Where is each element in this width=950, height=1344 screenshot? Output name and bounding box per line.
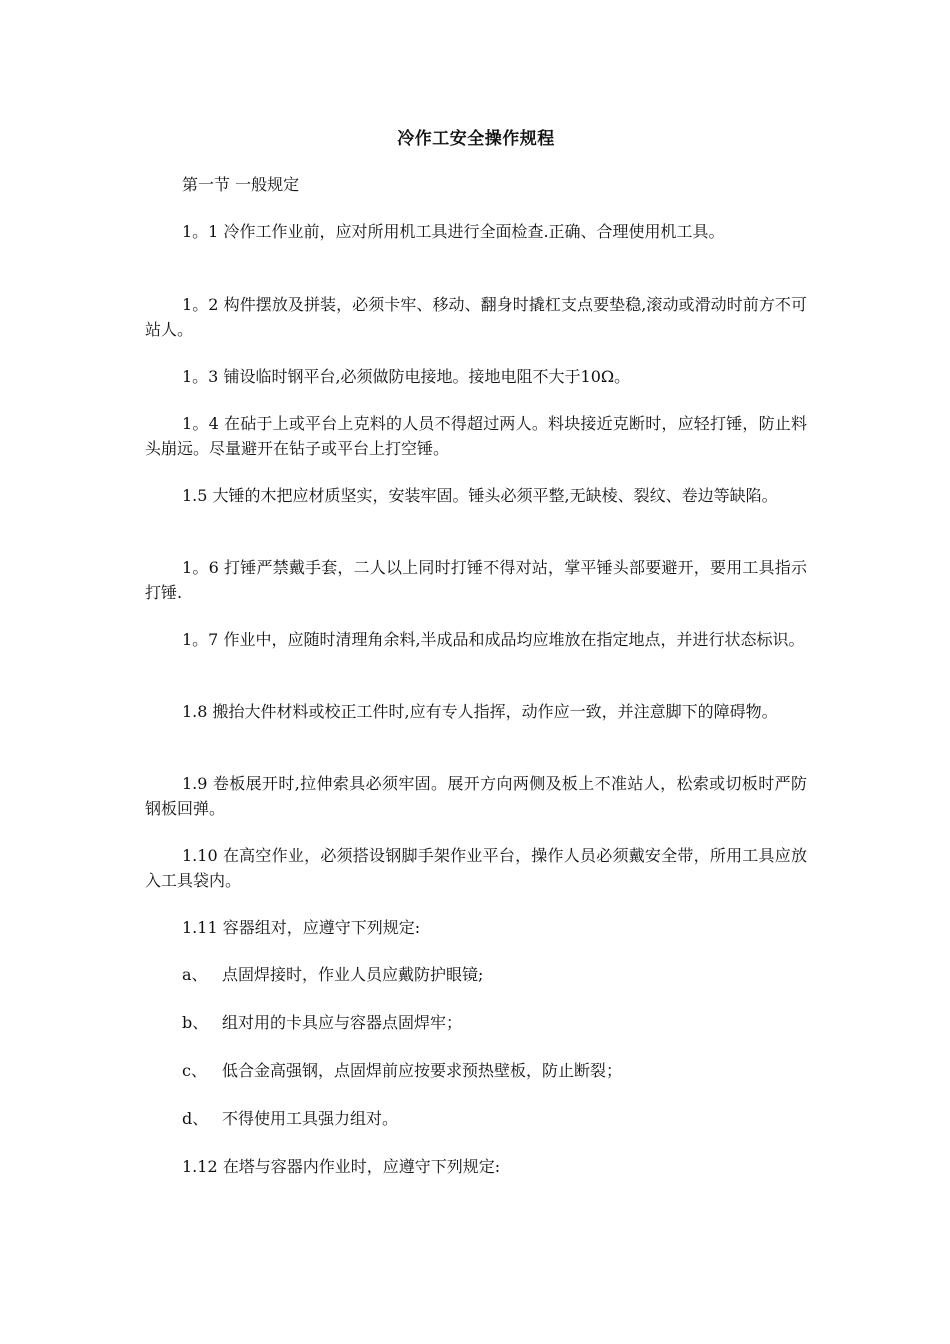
list-item-text: 低合金高强钢，点固焊前应按要求预热壁板，防止断裂； <box>222 1061 623 1080</box>
list-item-mark: a、 <box>182 965 208 984</box>
paragraph-1-1: 1。1 冷作工作业前，应对所用机工具进行全面检查.正确、合理使用机工具。 <box>182 222 725 241</box>
section-heading: 第一节 一般规定 <box>182 175 300 194</box>
list-item-b <box>182 1010 807 1035</box>
paragraph-1-2: 1。2 构件摆放及拼装，必须卡牢、移动、翻身时撬杠支点要垫稳,滚动或滑动时前方不可站人。 <box>145 295 807 339</box>
paragraph-1-12: 1.12 在塔与容器内作业时，应遵守下列规定: <box>182 1157 501 1176</box>
list-item-a <box>182 962 807 987</box>
list-item-text: 不得使用工具强力组对。 <box>222 1109 399 1128</box>
list-item-mark: c、 <box>182 1061 207 1080</box>
paragraph-1-10: 1.10 在高空作业，必须搭设钢脚手架作业平台，操作人员必须戴安全带，所用工具应放入工具袋内。 <box>145 846 807 890</box>
paragraph-1-6: 1。6 打锤严禁戴手套，二人以上同时打锤不得对站，掌平锤头部要避开，要用工具指示打锤. <box>145 558 807 602</box>
paragraph-1-5: 1.5 大锤的木把应材质坚实，安装牢固。锤头必须平整,无缺棱、裂纹、卷边等缺陷。 <box>182 486 778 505</box>
list-item-text: 点固焊接时，作业人员应戴防护眼镜; <box>222 965 484 984</box>
paragraph-1-7: 1。7 作业中，应随时清理角余料,半成品和成品均应堆放在指定地点，并进行状态标识。 <box>182 630 805 649</box>
document-title: 冷作工安全操作规程 <box>397 129 555 149</box>
list-item-c <box>182 1058 807 1083</box>
list-item-mark: b、 <box>182 1013 209 1032</box>
list-item-text: 组对用的卡具应与容器点固焊牢； <box>222 1013 463 1032</box>
list-item-d <box>182 1106 807 1131</box>
paragraph-1-3: 1。3 铺设临时钢平台,必须做防电接地。接地电阻不大于10Ω。 <box>182 367 631 386</box>
paragraph-1-9: 1.9 卷板展开时,拉伸索具必须牢固。展开方向两侧及板上不准站人，松索或切板时严防钢板回弹。 <box>145 774 807 818</box>
list-item-mark: d、 <box>182 1109 209 1128</box>
paragraph-1-4: 1。4 在砧于上或平台上克料的人员不得超过两人。料块接近克断时，应轻打锤，防止料头崩远。尽量避开在钻子或平台上打空锤。 <box>145 414 807 458</box>
paragraph-1-8: 1.8 搬抬大件材料或校正工件时,应有专人指挥，动作应一致，并注意脚下的障碍物。 <box>182 702 778 721</box>
paragraph-1-11: 1.11 容器组对，应遵守下列规定: <box>182 918 421 937</box>
